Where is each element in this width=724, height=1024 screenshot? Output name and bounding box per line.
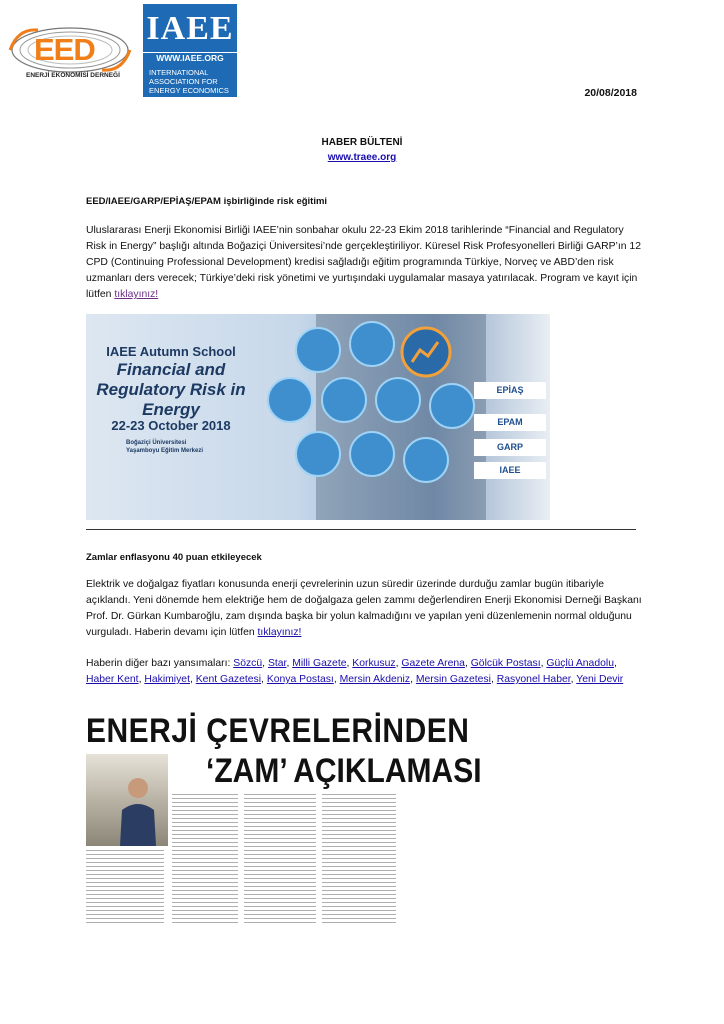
section1-text: Uluslararası Enerji Ekonomisi Birliği IAEE’nin sonbahar okulu 22-23 Ekim 2018 tarihlerinde “Financial and Regulatory Risk in Energy” başlığı altında Boğaziçi Üniversitesi’nde gerçekleştiriliyor. Küresel Risk Profesyonelleri Birliği GARP’ın 12 CPD (Continuing Professional Development) kredisi sağladığı eğitim programında Türkiye, Norveç ve ABD’den risk uzmanları ders verecek; Türkiye’deki risk yönetimi ve yurtışındaki uygulamalar masaya yatırılacak. Program ve kayıt için lütfen xyxy=(86,225,641,300)
autumn-school-banner xyxy=(86,314,550,520)
press-link[interactable]: Mersin Akdeniz xyxy=(339,674,411,685)
banner-title xyxy=(86,344,256,420)
eed-logo-subtitle: ENERJİ EKONOMİSİ DERNEĞİ xyxy=(26,72,120,79)
press-coverage-intro: Haberin diğer bazı yansımaları: xyxy=(86,658,231,669)
iaee-logo-line-3: ENERGY ECONOMICS xyxy=(149,86,229,95)
iaee-logo-web: WWW.IAEE.ORG xyxy=(143,53,237,65)
press-link[interactable]: Gazete Arena xyxy=(401,658,465,669)
website-row xyxy=(0,152,724,163)
eed-logo-text: EED xyxy=(34,32,95,67)
iaee-logo-text: IAEE xyxy=(143,4,237,52)
section2-title: Zamlar enflasyonu 40 puan etkileyecek xyxy=(86,552,262,563)
iaee-logo xyxy=(143,4,237,100)
section-divider xyxy=(86,529,636,530)
iaee-logo-line-2: ASSOCIATION FOR xyxy=(149,77,218,86)
section2-text: Elektrik ve doğalgaz fiyatları konusunda enerji çevrelerinin uzun süredir üzerinde durduğu zamlar bugün itibariyle açıklandı. Yeni dönemde hem elektriğe hem de doğalgaza gelen zammı değerlendiren Enerji Ekonomisi Derneği Başkanı Prof. Dr. Gürkan Kumbaroğlu, zam dışında başka bir yolun kalmadığını ve yapılan yeni düzenlemenin normal olduğunu vurguladı. Haberin devamı için lütfen xyxy=(86,579,642,638)
partner-logo-epam: EPAM xyxy=(474,414,546,431)
section2-news-link[interactable]: tıklayınız! xyxy=(257,627,302,638)
news-clipping xyxy=(86,712,482,926)
press-coverage-list: Sözcü, Star, Milli Gazete, Korkusuz, Gazete Arena, Gölcük Postası, Güçlü Anadolu, Haber Kent, Hakimiyet, Kent Gazetesi, Konya Postası, Mersin Akdeniz, Mersin Gazetesi, Rasyonel Haber, Yeni Devir xyxy=(86,658,624,685)
press-link[interactable]: Yeni Devir xyxy=(576,674,624,685)
clipping-headline-1: ENERJİ ÇEVRELERİNDEN xyxy=(86,712,470,750)
bulletin-date: 20/08/2018 xyxy=(584,87,637,99)
clipping-person-image xyxy=(86,754,168,846)
press-link[interactable]: Kent Gazetesi xyxy=(195,674,262,685)
press-link[interactable]: Sözcü xyxy=(233,658,263,669)
press-link[interactable]: Hakimiyet xyxy=(144,674,190,685)
banner-line-1: IAEE Autumn School xyxy=(106,344,236,359)
press-link[interactable]: Gölcük Postası xyxy=(470,658,541,669)
press-coverage xyxy=(86,656,642,688)
partner-logo-epias: EPİAŞ xyxy=(474,382,546,399)
banner-line-3: Regulatory Risk in xyxy=(96,380,246,399)
clipping-text-column xyxy=(322,794,396,924)
banner-university-line-1: Boğaziçi Üniversitesi xyxy=(126,440,187,446)
clipping-headline-2: ‘ZAM’ AÇIKLAMASI xyxy=(206,752,482,790)
section2-body xyxy=(86,577,642,641)
clipping-text-column xyxy=(172,794,238,924)
press-link[interactable]: Mersin Gazetesi xyxy=(415,674,491,685)
iaee-logo-line-1: INTERNATIONAL xyxy=(149,68,209,77)
eed-logo xyxy=(8,24,138,82)
section1-register-link[interactable]: tıklayınız! xyxy=(114,289,159,300)
section1-body xyxy=(86,223,642,303)
banner-date: 22-23 October 2018 xyxy=(111,418,231,433)
press-link[interactable]: Milli Gazete xyxy=(292,658,347,669)
bulletin-title: HABER BÜLTENİ xyxy=(321,137,403,148)
clipping-photo xyxy=(86,754,168,846)
partner-logo-garp: GARP xyxy=(474,439,546,456)
banner-line-4: Energy xyxy=(142,400,200,419)
partner-logo-iaee: IAEE xyxy=(474,462,546,479)
website-link[interactable]: www.traee.org xyxy=(327,152,397,163)
press-link[interactable]: Güçlü Anadolu xyxy=(546,658,614,669)
press-link[interactable]: Korkusuz xyxy=(352,658,396,669)
iaee-logo-name xyxy=(143,65,237,97)
section1-title: EED/IAEE/GARP/EPİAŞ/EPAM işbirliğinde risk eğitimi xyxy=(86,196,328,207)
banner-university-line-2: Yaşamboyu Eğitim Merkezi xyxy=(126,448,204,454)
banner-university xyxy=(126,439,203,455)
press-link[interactable]: Star xyxy=(267,658,287,669)
clipping-text-column xyxy=(86,850,164,926)
press-link[interactable]: Haber Kent xyxy=(86,674,139,685)
clipping-text-column xyxy=(244,794,316,924)
press-link[interactable]: Rasyonel Haber xyxy=(496,674,571,685)
press-link[interactable]: Konya Postası xyxy=(266,674,334,685)
banner-line-2: Financial and xyxy=(116,360,226,379)
